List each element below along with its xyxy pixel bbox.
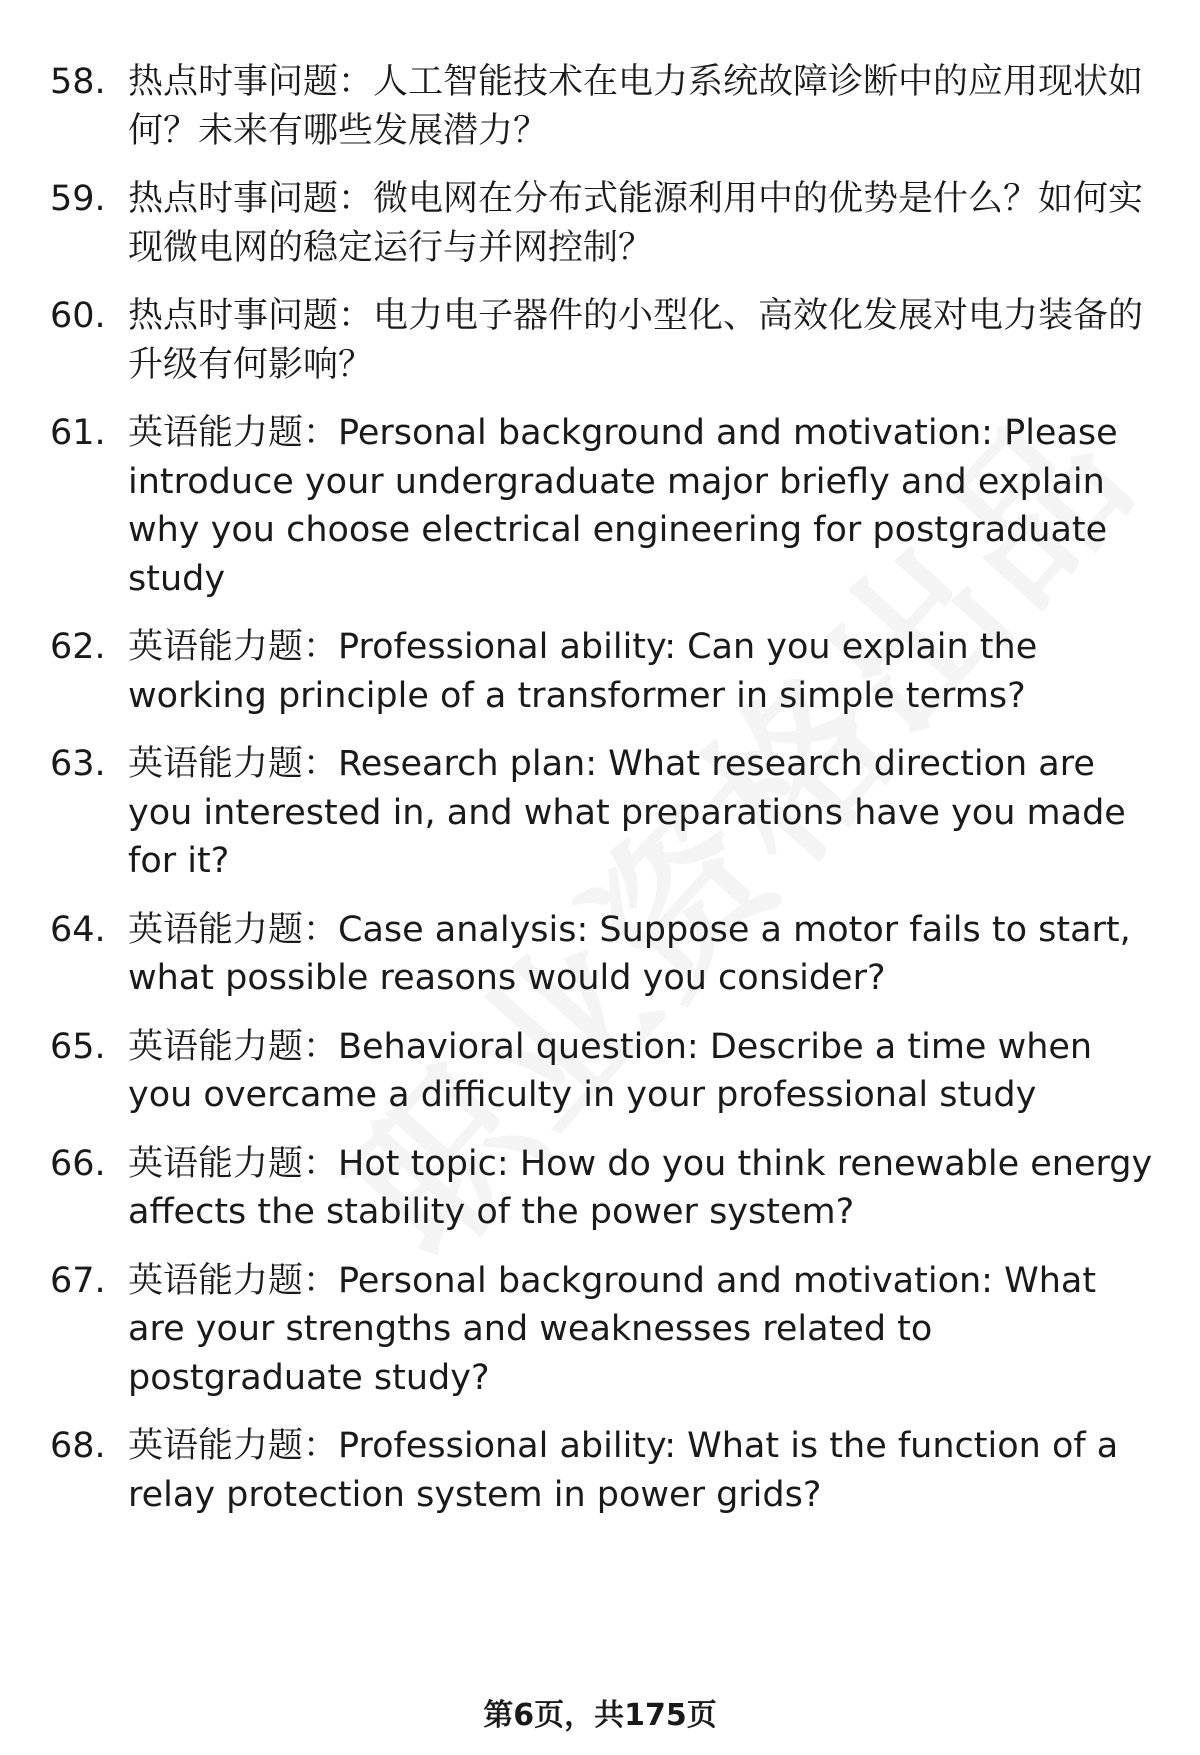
question-item-59 bbox=[50, 175, 1160, 272]
question-text: 英语能力题：Research plan: What research direction are you interested in, and what preparations have you made for it? bbox=[128, 744, 1126, 881]
question-text: 热点时事问题：电力电子器件的小型化、高效化发展对电力装备的升级有何影响？ bbox=[128, 296, 1144, 385]
question-number: 64. bbox=[50, 909, 106, 950]
question-item-67 bbox=[50, 1257, 1160, 1403]
question-number: 62. bbox=[50, 627, 106, 667]
question-number: 63. bbox=[50, 744, 106, 784]
question-text: 英语能力题：Personal background and motivation: Please introduce your undergraduate major briefly and explain why you choose electrical engineering for postgraduate study bbox=[128, 413, 1118, 599]
question-number: 68. bbox=[50, 1426, 106, 1466]
question-text: 英语能力题：Behavioral question: Describe a time when you overcame a difficulty in your professional study bbox=[128, 1026, 1093, 1115]
question-list bbox=[50, 58, 1160, 1519]
question-number: 59. bbox=[50, 179, 106, 219]
question-item-61 bbox=[50, 409, 1160, 603]
question-item-63 bbox=[50, 740, 1160, 886]
question-text: 英语能力题：Personal background and motivation: What are your strengths and weaknesses related to postgraduate study? bbox=[128, 1260, 1097, 1398]
question-number: 66. bbox=[50, 1143, 106, 1184]
question-number: 58. bbox=[50, 62, 106, 102]
page-footer: 第6页，共175页 bbox=[483, 1698, 717, 1733]
question-text: 英语能力题：Hot topic: How do you think renewable energy affects the stability of the power system? bbox=[128, 1143, 1153, 1232]
question-text: 热点时事问题：微电网在分布式能源利用中的优势是什么？如何实现微电网的稳定运行与并网控制？ bbox=[128, 179, 1144, 268]
question-item-65 bbox=[50, 1023, 1160, 1120]
question-text: 英语能力题：Professional ability: What is the function of a relay protection system in power grids? bbox=[128, 1426, 1119, 1515]
question-text: 英语能力题：Case analysis: Suppose a motor fails to start, what possible reasons would you consider? bbox=[128, 909, 1131, 998]
question-item-64 bbox=[50, 906, 1160, 1003]
question-number: 60. bbox=[50, 296, 106, 336]
question-text: 热点时事问题：人工智能技术在电力系统故障诊断中的应用现状如何？未来有哪些发展潜力？ bbox=[128, 62, 1144, 151]
question-item-60 bbox=[50, 292, 1160, 389]
question-text: 英语能力题：Professional ability: Can you explain the working principle of a transformer in simple terms? bbox=[128, 627, 1038, 716]
question-item-68 bbox=[50, 1422, 1160, 1519]
question-number: 65. bbox=[50, 1026, 106, 1067]
question-number: 67. bbox=[50, 1260, 106, 1301]
question-item-62 bbox=[50, 623, 1160, 720]
question-item-66 bbox=[50, 1140, 1160, 1237]
question-number: 61. bbox=[50, 413, 106, 453]
question-item-58 bbox=[50, 58, 1160, 155]
